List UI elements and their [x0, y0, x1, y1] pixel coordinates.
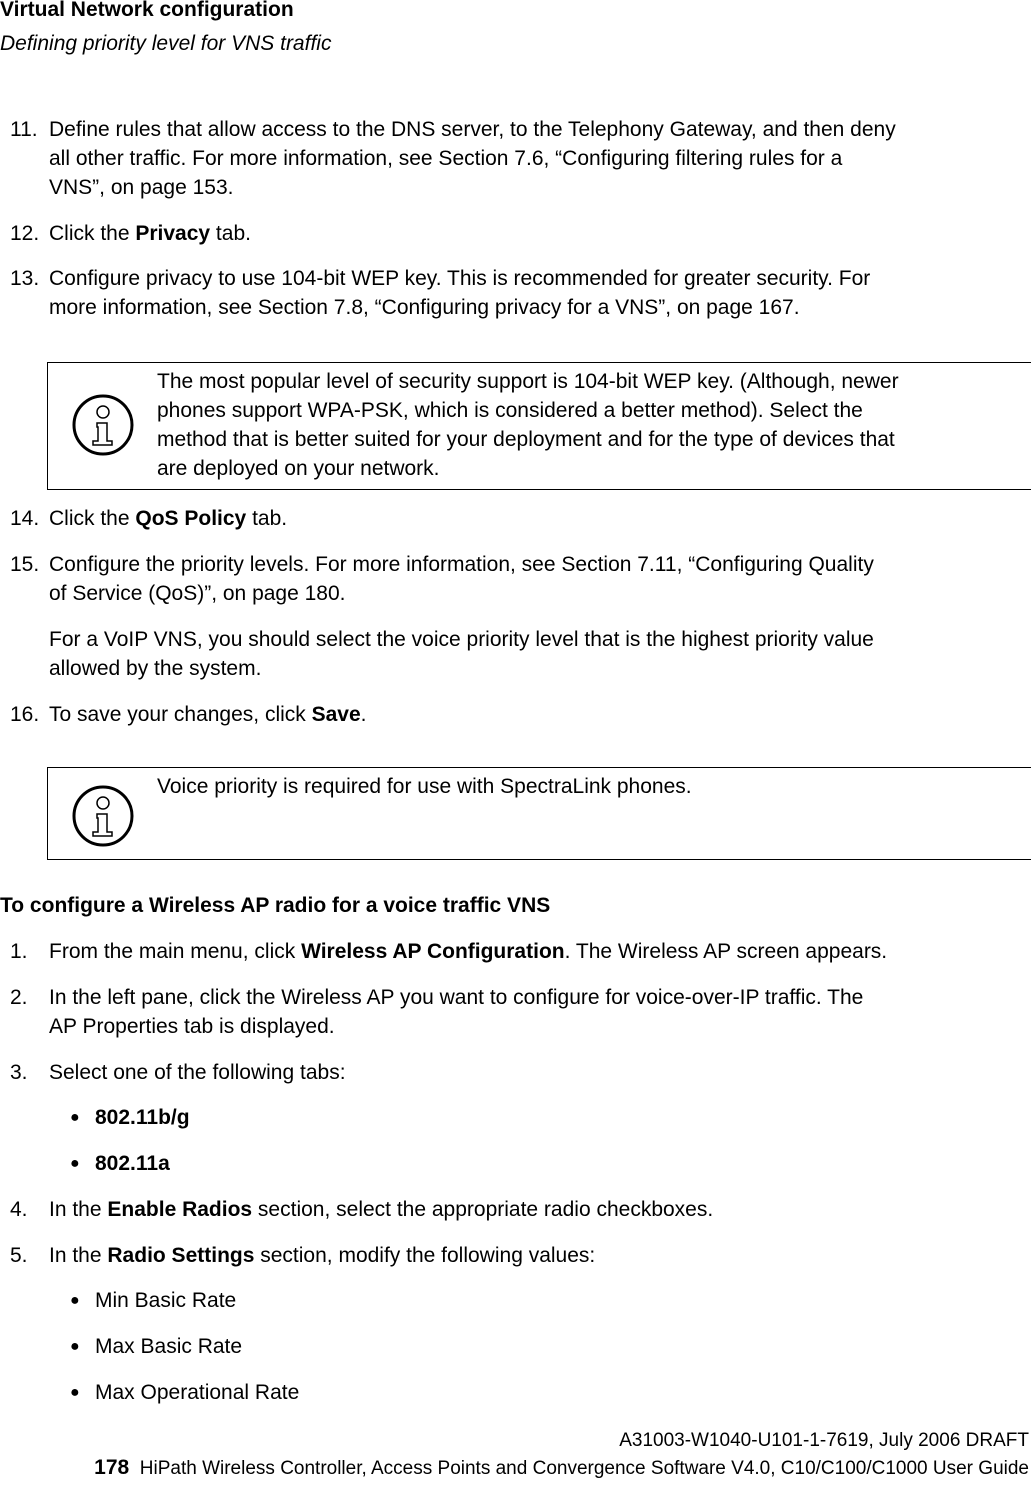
- step-15-paragraph: For a VoIP VNS, you should select the voice priority level that is the highest priority value allowed by the system.: [49, 628, 874, 680]
- step-text: In the Radio Settings section, modify the following values:: [49, 1244, 596, 1267]
- header-title: Virtual Network configuration: [0, 0, 294, 21]
- note-text: The most popular level of security support is 104-bit WEP key. (Although, newer phones support WPA-PSK, which is considered a better method). Select the method that is better suited for your deployment and for the type of devices that are deployed on your network.: [157, 370, 899, 480]
- step-text: Define rules that allow access to the DNS server, to the Telephony Gateway, and then deny all other traffic. For more information, see Section 7.6, “Configuring filtering rules for a VNS”, on page 153.: [49, 118, 896, 199]
- step-text: Click the Privacy tab.: [49, 222, 251, 245]
- info-icon: [71, 393, 135, 457]
- step-number: 2.: [10, 986, 28, 1009]
- step-text: Click the QoS Policy tab.: [49, 507, 288, 530]
- section-heading: To configure a Wireless AP radio for a voice traffic VNS: [0, 894, 551, 917]
- note-text: Voice priority is required for use with SpectraLink phones.: [157, 775, 692, 798]
- step-text: In the left pane, click the Wireless AP you want to configure for voice-over-IP traffic. The AP Properties tab is displayed.: [49, 986, 864, 1038]
- step-number: 13.: [10, 267, 40, 290]
- step-number: 4.: [10, 1198, 28, 1221]
- step-number: 3.: [10, 1061, 28, 1084]
- bullet-icon: ●: [70, 1384, 80, 1401]
- header-subtitle: Defining priority level for VNS traffic: [0, 32, 332, 55]
- step-text: To save your changes, click Save.: [49, 703, 367, 726]
- step-text: In the Enable Radios section, select the appropriate radio checkboxes.: [49, 1198, 714, 1221]
- bullet-text: Max Basic Rate: [95, 1335, 243, 1358]
- bullet-text: Min Basic Rate: [95, 1289, 237, 1312]
- step-number: 16.: [10, 703, 40, 726]
- step-number: 15.: [10, 553, 40, 576]
- note-box: [47, 767, 1031, 860]
- step-number: 5.: [10, 1244, 28, 1267]
- step-number: 11.: [10, 118, 38, 141]
- step-text: From the main menu, click Wireless AP Configuration. The Wireless AP screen appears.: [49, 940, 888, 963]
- step-number: 12.: [10, 222, 40, 245]
- step-text: Configure the priority levels. For more information, see Section 7.11, “Configuring Quality of Service (QoS)”, on page 180.: [49, 553, 874, 605]
- step-number: 1.: [10, 940, 28, 963]
- page-number: 178: [94, 1456, 130, 1479]
- bullet-icon: ●: [70, 1338, 80, 1355]
- step-text: Configure privacy to use 104-bit WEP key. This is recommended for greater security. For more information, see Section 7.8, “Configuring privacy for a VNS”, on page 167.: [49, 267, 871, 319]
- guide-title: HiPath Wireless Controller, Access Points and Convergence Software V4.0, C10/C100/C1000 User Guide: [139, 1458, 1029, 1479]
- bullet-text: 802.11a: [95, 1152, 170, 1175]
- bullet-icon: ●: [70, 1155, 80, 1172]
- bullet-icon: ●: [70, 1109, 80, 1126]
- bullet-icon: ●: [70, 1292, 80, 1309]
- step-number: 14.: [10, 507, 40, 530]
- footer-line: [94, 1456, 1029, 1481]
- step-text: Select one of the following tabs:: [49, 1061, 346, 1084]
- info-icon: [71, 784, 135, 848]
- note-box: [47, 362, 1031, 490]
- footer-doc-id: A31003-W1040-U101-1-7619, July 2006 DRAFT: [619, 1430, 1029, 1451]
- bullet-text: 802.11b/g: [95, 1106, 190, 1129]
- bullet-text: Max Operational Rate: [95, 1381, 300, 1404]
